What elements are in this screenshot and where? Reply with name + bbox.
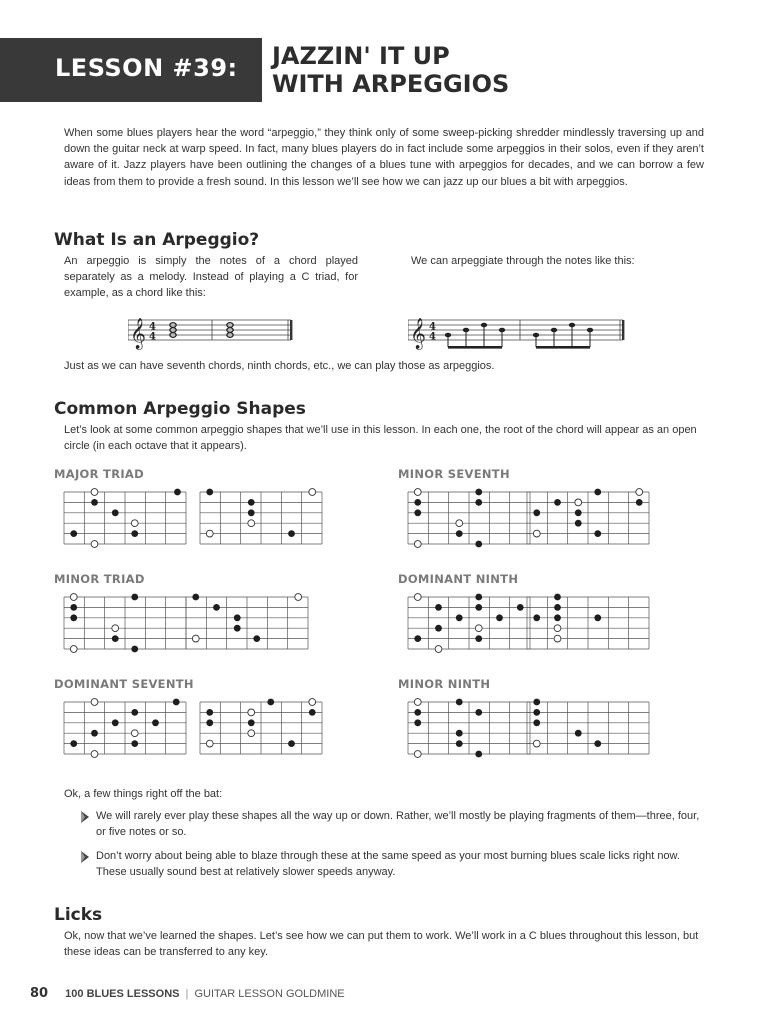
note-dot (206, 709, 213, 716)
heading-licks: Licks (54, 905, 103, 925)
note-dot (435, 625, 442, 632)
lesson-title-line1: JAZZIN' IT UP (272, 42, 450, 70)
lesson-title (272, 42, 509, 98)
note-dot (456, 530, 463, 537)
root-note-dot (295, 594, 302, 601)
note-dot (575, 730, 582, 737)
note-dot (248, 509, 255, 516)
dominant-ninth-diagram-1 (404, 593, 534, 653)
note-dot (173, 699, 180, 706)
note-dot (533, 699, 540, 706)
root-note-dot (414, 594, 421, 601)
lesson-label: LESSON #39: (55, 54, 238, 82)
note-dot (213, 604, 220, 611)
note-dot (575, 520, 582, 527)
note-dot (267, 699, 274, 706)
note-dot (131, 594, 138, 601)
root-note-dot (206, 740, 213, 747)
dominant-seventh-diagram-2 (196, 698, 326, 758)
note-dot (554, 614, 561, 621)
root-note-dot (131, 730, 138, 737)
root-note-dot (91, 489, 98, 496)
note-dot (475, 489, 482, 496)
root-note-dot (206, 530, 213, 537)
root-note-dot (636, 489, 643, 496)
intro-paragraph: When some blues players hear the word “arpeggio,” they think only of some sweep-picking shredder mindlessly traversing up and down the guitar neck at warp speed. In fact, many blues players do in fact include some arpeggios in their solos, even if they aren’t aware of it. Jazz players have been outlining the changes of a blues tune with arpeggios for decades, and we can borrow a few ideas from them to provide a fresh sound. In this lesson we’ll see how we can jazz up our blues a bit with arpeggios. (64, 127, 704, 188)
root-note-dot (554, 635, 561, 642)
note-dot (414, 635, 421, 642)
root-note-dot (91, 751, 98, 758)
note-dot (234, 625, 241, 632)
note-dot (414, 719, 421, 726)
root-note-dot (533, 530, 540, 537)
minor-seventh-diagram-2 (523, 488, 653, 548)
note-dot (152, 719, 159, 726)
minor-triad-diagram-1 (60, 593, 190, 653)
page-number: 80 (30, 986, 49, 1001)
note-dot (112, 719, 119, 726)
treble-clef-icon: 𝄞 (410, 318, 426, 349)
arpeggio-definition-text: An arpeggio is simply the notes of a chord played separately as a melody. Instead of playing a C triad, for example, as a chord like this: (64, 255, 358, 300)
root-note-dot (456, 520, 463, 527)
root-note-dot (414, 541, 421, 548)
note-dot (91, 730, 98, 737)
root-note-dot (309, 699, 316, 706)
minor-ninth-diagram-2 (523, 698, 653, 758)
chord-staff (128, 310, 296, 352)
note-dot (475, 499, 482, 506)
note-dot (131, 740, 138, 747)
note-dot (253, 635, 260, 642)
note-dot (131, 646, 138, 653)
arpeggio-staff (408, 310, 628, 352)
note-dot (533, 719, 540, 726)
svg-text:4: 4 (149, 321, 156, 333)
note-dot (112, 509, 119, 516)
note-dot (475, 751, 482, 758)
note-dot (248, 499, 255, 506)
note-dot (414, 709, 421, 716)
root-note-dot (475, 625, 482, 632)
note-dot (456, 614, 463, 621)
shape-title-minor-seventh: MINOR SEVENTH (398, 467, 510, 481)
bullet-text-2: Don’t worry about being able to blaze through these at the same speed as your most burning blues scale licks right now. These usually sound best at relatively slower speeds anyway. (96, 850, 680, 879)
note-dot (496, 614, 503, 621)
root-note-dot (435, 646, 442, 653)
treble-clef-icon: 𝄞 (130, 318, 146, 349)
note-dot (475, 604, 482, 611)
note-dot (309, 709, 316, 716)
note-dot (206, 489, 213, 496)
note-dot (533, 709, 540, 716)
root-note-dot (414, 699, 421, 706)
note-dot (288, 530, 295, 537)
root-note-dot (554, 625, 561, 632)
major-triad-diagram-2 (196, 488, 326, 548)
note-dot (414, 499, 421, 506)
shape-title-major-triad: MAJOR TRIAD (54, 467, 144, 481)
root-note-dot (91, 699, 98, 706)
shape-title-dominant-ninth: DOMINANT NINTH (398, 572, 519, 586)
note-dot (594, 489, 601, 496)
note-dot (234, 614, 241, 621)
shape-title-dominant-seventh: DOMINANT SEVENTH (54, 677, 194, 691)
svg-text:4: 4 (429, 321, 436, 333)
svg-text:4: 4 (149, 331, 156, 343)
root-note-dot (309, 489, 316, 496)
note-dot (288, 740, 295, 747)
note-dot (248, 719, 255, 726)
root-note-dot (192, 635, 199, 642)
page-footer (30, 986, 345, 1001)
bullet-arrow-icon (80, 810, 90, 824)
root-note-dot (414, 751, 421, 758)
note-dot (456, 699, 463, 706)
major-triad-diagram-1 (60, 488, 190, 548)
note-dot (131, 709, 138, 716)
note-dot (594, 530, 601, 537)
heading-common-shapes: Common Arpeggio Shapes (54, 399, 306, 419)
root-note-dot (414, 489, 421, 496)
note-dot (594, 614, 601, 621)
note-dot (70, 530, 77, 537)
note-dot (192, 594, 199, 601)
minor-seventh-diagram-1 (404, 488, 534, 548)
note-dot (70, 740, 77, 747)
bullet-arrow-icon (80, 850, 90, 864)
bullet-text-1: We will rarely ever play these shapes all the way up or down. Rather, we’ll mostly be playing fragments of them—three, four, or five notes or so. (96, 810, 700, 839)
note-dot (475, 541, 482, 548)
svg-text:4: 4 (429, 331, 436, 343)
note-dot (70, 614, 77, 621)
root-note-dot (112, 625, 119, 632)
seventh-chords-text: Just as we can have seventh chords, ninth chords, etc., we can play those as arpeggios. (64, 360, 495, 372)
note-dot (174, 489, 181, 496)
note-dot (456, 740, 463, 747)
shape-title-minor-ninth: MINOR NINTH (398, 677, 491, 691)
root-note-dot (70, 594, 77, 601)
footer-separator: | (185, 988, 189, 1000)
note-dot (554, 594, 561, 601)
note-dot (533, 509, 540, 516)
shape-title-minor-triad: MINOR TRIAD (54, 572, 145, 586)
note-dot (131, 530, 138, 537)
root-note-dot (91, 541, 98, 548)
dominant-seventh-diagram-1 (60, 698, 190, 758)
root-note-dot (131, 520, 138, 527)
note-dot (475, 709, 482, 716)
note-dot (112, 635, 119, 642)
heading-what-is-arpeggio: What Is an Arpeggio? (54, 230, 260, 250)
root-note-dot (248, 520, 255, 527)
note-dot (475, 594, 482, 601)
note-dot (414, 509, 421, 516)
root-note-dot (70, 646, 77, 653)
minor-ninth-diagram-1 (404, 698, 534, 758)
note-dot (475, 635, 482, 642)
dominant-ninth-diagram-2 (523, 593, 653, 653)
note-dot (594, 740, 601, 747)
note-dot (206, 719, 213, 726)
note-dot (533, 614, 540, 621)
note-dot (575, 509, 582, 516)
notes-intro-text: Ok, a few things right off the bat: (64, 788, 223, 800)
root-note-dot (248, 709, 255, 716)
book-title: 100 BLUES LESSONS (65, 988, 180, 1000)
series-title: GUITAR LESSON GOLDMINE (194, 988, 345, 1000)
note-dot (91, 499, 98, 506)
root-note-dot (533, 740, 540, 747)
licks-text: Ok, now that we’ve learned the shapes. Let’s see how we can put them to work. We’ll work in a C blues throughout this lesson, but these ideas can be transferred to any key. (64, 930, 699, 959)
note-dot (554, 499, 561, 506)
lesson-title-line2: WITH ARPEGGIOS (272, 70, 510, 98)
root-note-dot (575, 499, 582, 506)
note-dot (70, 604, 77, 611)
shapes-intro-text: Let’s look at some common arpeggio shapes that we’ll use in this lesson. In each one, the root of the chord will appear as an open circle (in each octave that it appears). (64, 424, 697, 453)
minor-triad-diagram-2 (182, 593, 312, 653)
root-note-dot (248, 730, 255, 737)
note-dot (636, 499, 643, 506)
note-dot (554, 604, 561, 611)
note-dot (456, 730, 463, 737)
note-dot (435, 604, 442, 611)
arpeggiate-text: We can arpeggiate through the notes like this: (411, 255, 635, 267)
